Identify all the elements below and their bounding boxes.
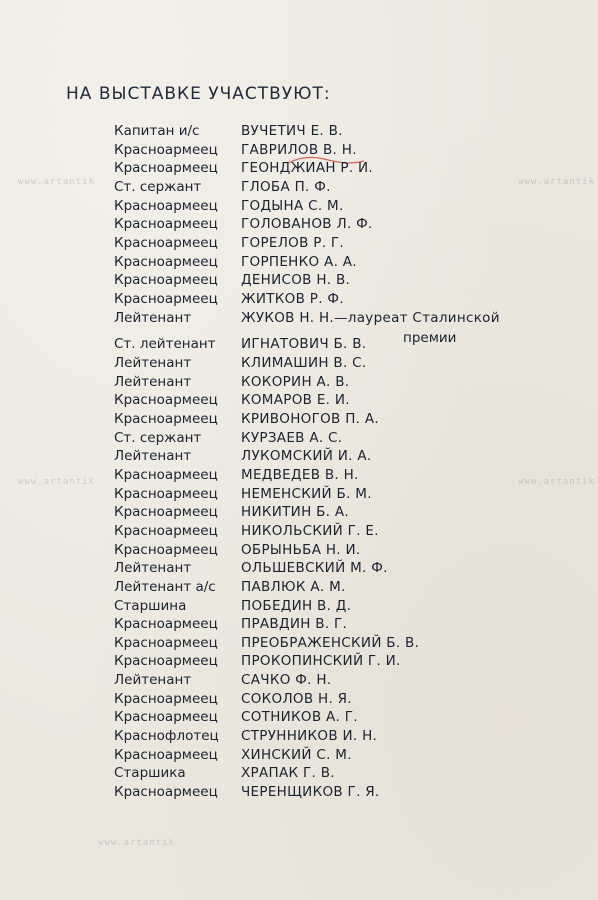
- rank-label: Красноармеец: [114, 141, 218, 158]
- participant-name: ПОБЕДИН В. Д.: [241, 597, 352, 614]
- participant-name: ЖИТКОВ Р. Ф.: [241, 290, 344, 307]
- participant-name: ДЕНИСОВ Н. В.: [241, 272, 351, 289]
- list-item: [0, 653, 598, 671]
- list-item: [0, 523, 598, 541]
- rank-label: Лейтенант: [114, 373, 192, 390]
- rank-label: Красноармеец: [114, 290, 218, 307]
- list-item: [0, 336, 598, 354]
- rank-label: Ст. лейтенант: [114, 336, 216, 353]
- rank-label: Красноармеец: [114, 160, 218, 177]
- participant-name: ПАВЛЮК А. М.: [241, 578, 346, 595]
- list-item: [0, 486, 598, 504]
- list-item: [0, 598, 598, 616]
- rank-label: Красноармеец: [114, 410, 218, 427]
- list-item: [0, 254, 598, 272]
- list-item: [0, 691, 598, 709]
- participant-name: НИКОЛЬСКИЙ Г. Е.: [241, 522, 379, 539]
- list-item: [0, 123, 598, 141]
- page-title: НА ВЫСТАВКЕ УЧАСТВУЮТ:: [66, 84, 331, 104]
- rank-label: Красноармеец: [114, 541, 218, 558]
- rank-label: Красноармеец: [114, 709, 218, 726]
- list-item: [0, 355, 598, 373]
- participant-name: ГЕОНДЖИАН Р. И.: [241, 160, 374, 177]
- participant-name: ПРОКОПИНСКИЙ Г. И.: [241, 653, 401, 670]
- participant-name: ГОДЫНА С. М.: [241, 197, 344, 214]
- list-item: [0, 560, 598, 578]
- participant-name: КОКОРИН А. В.: [241, 373, 350, 390]
- rank-label: Красноармеец: [114, 392, 218, 409]
- list-item: [0, 374, 598, 392]
- participant-name: СОКОЛОВ Н. Я.: [241, 690, 352, 707]
- list-item: [0, 672, 598, 690]
- rank-label: Красноармеец: [114, 197, 218, 214]
- rank-label: Красноармеец: [114, 253, 218, 270]
- list-item: [0, 542, 598, 560]
- list-item: [0, 747, 598, 765]
- participant-name: КРИВОНОГОВ П. А.: [241, 410, 379, 427]
- participant-name: ГЛОБА П. Ф.: [241, 178, 331, 195]
- watermark: www.artantik: [518, 477, 596, 487]
- rank-label: Старшина: [114, 597, 187, 614]
- rank-label: Лейтенант: [114, 672, 192, 689]
- rank-label: Капитан и/с: [114, 123, 200, 139]
- participant-name: КУРЗАЕВ А. С.: [241, 429, 343, 446]
- participant-name: КЛИМАШИН В. С.: [241, 354, 367, 371]
- rank-label: Красноармеец: [114, 634, 218, 651]
- list-item: [0, 142, 598, 160]
- participant-name: ОБРЫНЬБА Н. И.: [241, 541, 361, 558]
- list-item: [0, 765, 598, 783]
- participant-name: СТРУННИКОВ И. Н.: [241, 728, 378, 745]
- rank-label: Лейтенант: [114, 560, 192, 577]
- participant-name: ЛУКОМСКИЙ И. А.: [241, 448, 372, 465]
- participant-name: МЕДВЕДЕВ В. Н.: [241, 466, 359, 483]
- rank-label: Красноармеец: [114, 784, 218, 801]
- rank-label: Краснофлотец: [114, 728, 219, 745]
- rank-label: Красноармеец: [114, 522, 218, 539]
- list-item: [0, 392, 598, 410]
- watermark: www.artantik: [518, 177, 596, 187]
- rank-label: Красноармеец: [114, 746, 218, 763]
- list-item: [0, 272, 598, 290]
- list-item: [0, 728, 598, 746]
- rank-label: Ст. сержант: [114, 178, 202, 195]
- list-item: [0, 467, 598, 485]
- participant-name: ПРЕОБРАЖЕНСКИЙ Б. В.: [241, 634, 420, 651]
- rank-label: Красноармеец: [114, 466, 218, 483]
- participant-name: КОМАРОВ Е. И.: [241, 392, 350, 409]
- participant-name: НЕМЕНСКИЙ Б. М.: [241, 485, 372, 502]
- participant-name: ХРАПАК Г. В.: [241, 765, 335, 782]
- watermark: www.artantik: [18, 177, 96, 187]
- rank-label: Старшика: [114, 765, 186, 782]
- watermark: www.artantik: [18, 477, 96, 487]
- participant-name: САЧКО Ф. Н.: [241, 672, 332, 689]
- participant-name: ГОРПЕНКО А. А.: [241, 253, 357, 270]
- participant-name: ХИНСКИЙ С. М.: [241, 746, 352, 763]
- list-item: [0, 616, 598, 634]
- rank-label: Красноармеец: [114, 216, 218, 233]
- rank-label: Красноармеец: [114, 272, 218, 289]
- participant-name: ГАВРИЛОВ В. Н.: [241, 141, 357, 158]
- list-item: [0, 635, 598, 653]
- participant-name: ОЛЬШЕВСКИЙ М. Ф.: [241, 560, 388, 577]
- list-item: [0, 235, 598, 253]
- rank-label: Лейтенант: [114, 354, 192, 371]
- rank-label: Красноармеец: [114, 653, 218, 670]
- list-item: [0, 784, 598, 802]
- rank-label: Лейтенант а/с: [114, 578, 216, 595]
- participant-name: ЧЕРЕНЩИКОВ Г. Я.: [241, 784, 380, 801]
- participant-name: ГОЛОВАНОВ Л. Ф.: [241, 216, 373, 233]
- list-item: [0, 709, 598, 727]
- list-item: [0, 216, 598, 234]
- list-item: [0, 198, 598, 216]
- list-item: [0, 430, 598, 448]
- list-item: [0, 579, 598, 597]
- rank-label: Красноармеец: [114, 616, 218, 633]
- list-item: [0, 160, 598, 178]
- rank-label: Лейтенант: [114, 309, 192, 326]
- rank-label: Ст. сержант: [114, 429, 202, 446]
- rank-label: Красноармеец: [114, 485, 218, 502]
- participant-name: НИКИТИН Б. А.: [241, 504, 349, 521]
- list-item: [0, 179, 598, 197]
- rank-label: Красноармеец: [114, 690, 218, 707]
- rank-label: Красноармеец: [114, 234, 218, 251]
- list-item: [0, 291, 598, 309]
- participant-name: ГОРЕЛОВ Р. Г.: [241, 234, 345, 251]
- participant-name-continuation: премии: [403, 330, 457, 346]
- participant-name: ПРАВДИН В. Г.: [241, 616, 348, 633]
- rank-label: Лейтенант: [114, 448, 192, 465]
- list-item: [0, 448, 598, 466]
- list-item: [0, 504, 598, 522]
- participant-name: ИГНАТОВИЧ Б. В.: [241, 336, 367, 353]
- participant-name: СОТНИКОВ А. Г.: [241, 709, 358, 726]
- participant-name: ЖУКОВ Н. Н.—лауреат Сталинской: [241, 309, 500, 326]
- participant-name: ВУЧЕТИЧ Е. В.: [241, 123, 343, 139]
- list-item: [0, 310, 598, 328]
- list-item: [0, 411, 598, 429]
- rank-label: Красноармеец: [114, 504, 218, 521]
- watermark: www.artantik: [98, 838, 176, 848]
